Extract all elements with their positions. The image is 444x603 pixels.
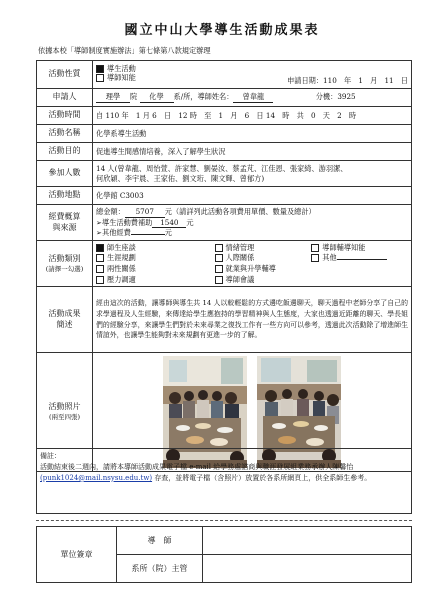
- category-option[interactable]: 人際關係: [215, 253, 312, 263]
- checkbox-empty-icon[interactable]: [96, 276, 104, 284]
- category-option[interactable]: 兩性關係: [96, 264, 215, 274]
- result-text: 經由這次的活動，讓導師與導生共 14 人以較輕鬆的方式邊吃飯邊聊天，聊天過程中老師分享了自己的求學過程及人生經驗，來傳達給學生應抱持的學習精神與人生態度，大家也透過近距離的聊天、學長姐們的經驗分享，來讓學生們對於未來尋業之復找工作有一些方向可以參考，透過此次活動除了增進師生情誼外，也讓學生能夠對未來規劃有更進一步的了解。: [93, 287, 412, 353]
- report-table: [36, 60, 412, 472]
- participants-line-1: 14 人(曾韋龍、周怡萱、許家慧、劉晏汝、蔡孟芃、江佳恩、張家綺、游羽潔、: [96, 163, 348, 173]
- dept-head-signature-label: 系所（院）主管: [117, 555, 203, 583]
- checkbox-empty-icon[interactable]: [215, 265, 223, 273]
- option-mentor-knowledge[interactable]: 導師知能: [96, 73, 226, 83]
- category-option[interactable]: 導師輔導知能: [311, 243, 408, 253]
- other-category-field[interactable]: [337, 259, 387, 260]
- row-time: [37, 107, 412, 125]
- label-result: 活動成果 簡述: [37, 287, 93, 353]
- label-people: 參加人數: [37, 161, 93, 187]
- label-budget: 經費概算 與來源: [37, 205, 93, 241]
- college-field[interactable]: 理學: [96, 92, 130, 103]
- row-result: [37, 287, 412, 353]
- other-amount[interactable]: [131, 234, 165, 235]
- notes-heading: 備註：: [40, 452, 61, 460]
- category-options: [96, 243, 408, 285]
- activity-time: 自 110 年 1 月 6 日 12 時 至 1 月 6 日 14 時 共 0 天 2 時: [93, 107, 412, 125]
- label-name: 活動名稱: [37, 125, 93, 143]
- category-spacer: [311, 264, 408, 274]
- checkbox-checked-icon[interactable]: [96, 244, 104, 252]
- participants-line-2: 何欣穎、李宇晨、王家佑、劉文珩、陳文輝、曾郁方): [96, 173, 265, 183]
- row-name: [37, 125, 412, 143]
- checkbox-empty-icon[interactable]: [96, 265, 104, 273]
- label-time: 活動時間: [37, 107, 93, 125]
- row-category: [37, 241, 412, 287]
- label-nature: 活動性質: [37, 61, 93, 89]
- apply-date: 110 年 1 月 11 日: [323, 75, 408, 85]
- row-applicant: 申請人 理學 院 化學 系/所，導師姓名： 曾韋龍 分機：3925: [37, 89, 412, 107]
- category-option-other[interactable]: 其他: [311, 253, 408, 263]
- label-photos: 活動照片 (兩至四張): [37, 353, 93, 472]
- row-nature: [37, 61, 412, 89]
- checkbox-empty-icon[interactable]: [215, 254, 223, 262]
- category-option[interactable]: 就業與升學輔導: [215, 264, 312, 274]
- dashed-divider: [36, 520, 412, 521]
- dept-head-signature-field[interactable]: [203, 555, 412, 583]
- row-budget: 經費概算 與來源 總金額： 5707 元（請詳列此活動各項費用單價、數量及總計） ➢導生活動費補助 1540 元 ➢其他經費 元: [37, 205, 412, 241]
- checkbox-checked-icon[interactable]: [96, 65, 104, 73]
- contact-email-link[interactable]: (punk1024@mail.nsysu.edu.tw): [40, 473, 153, 482]
- mentor-name-field[interactable]: 曾韋龍: [233, 92, 273, 103]
- option-mentee-activity[interactable]: 導生活動: [96, 64, 226, 74]
- notes-box: [36, 448, 412, 514]
- dept-field[interactable]: 化學: [140, 92, 174, 103]
- signature-table: [36, 526, 412, 583]
- checkbox-empty-icon[interactable]: [215, 244, 223, 252]
- extension-field[interactable]: 3925: [337, 92, 356, 102]
- checkbox-empty-icon[interactable]: [96, 74, 104, 82]
- category-option[interactable]: 導師會議: [215, 275, 312, 285]
- total-amount[interactable]: 5707: [125, 207, 165, 218]
- label-purpose: 活動目的: [37, 143, 93, 161]
- checkbox-empty-icon[interactable]: [215, 276, 223, 284]
- label-applicant: 申請人: [37, 89, 93, 107]
- row-purpose: [37, 143, 412, 161]
- checkbox-empty-icon[interactable]: [96, 254, 104, 262]
- label-place: 活動地點: [37, 187, 93, 205]
- row-people: [37, 161, 412, 187]
- subsidy-amount[interactable]: 1540: [152, 218, 186, 229]
- mentor-signature-field[interactable]: [203, 527, 412, 555]
- activity-name: 化學系導生活動: [93, 125, 412, 143]
- category-option[interactable]: 師生座談: [96, 243, 215, 253]
- row-place: [37, 187, 412, 205]
- checkbox-empty-icon[interactable]: [311, 254, 319, 262]
- signature-label: 單位簽章: [37, 527, 117, 583]
- activity-purpose: 促進導生間感情培養，深入了解學生狀況: [93, 143, 412, 161]
- activity-place: 化學館 C3003: [93, 187, 412, 205]
- mentor-signature-label: 導 師: [117, 527, 203, 555]
- page-title: 國立中山大學導生活動成果表: [124, 23, 320, 38]
- apply-date-label: 申請日期：: [287, 75, 324, 85]
- category-option[interactable]: 情緒管理: [215, 243, 312, 253]
- label-category: 活動類別 (請擇一勾選): [37, 241, 93, 287]
- checkbox-empty-icon[interactable]: [311, 244, 319, 252]
- category-option[interactable]: 生涯規劃: [96, 253, 215, 263]
- notes-line-2: 存查，並將電子檔（含照片）放置於各系所網頁上，供全系師生參考。: [154, 473, 372, 482]
- regulation-note: 依據本校「導師制度實施辦法」第七條第八款規定辦理: [38, 46, 211, 55]
- notes-line-1: 活動結束後二週內，請將本導師活動成果電子檔 e-mail 給學務處諮商與職涯發展組業務承辦人陳馨怡: [40, 462, 354, 471]
- category-option[interactable]: 壓力調適: [96, 275, 215, 285]
